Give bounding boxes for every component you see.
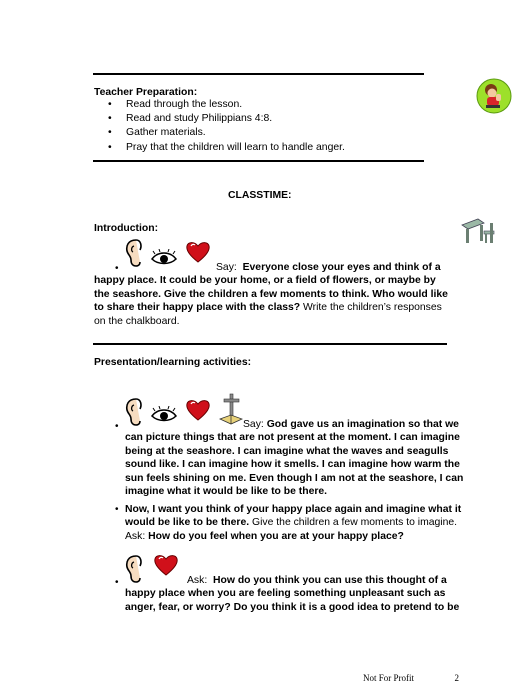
intro-bold-text: Everyone close your eyes and think of a happy place. It could be your home, or a field of flowers, or maybe by the seashore. Give the children a few moments to think. Who would like to share their happy place with the class? <box>94 262 448 314</box>
ask-label: Ask: <box>187 575 208 586</box>
bullet-1: • <box>115 421 119 432</box>
bullet-3-text: How do you think you can use this thought of a happy place when you are feeling something unpleasant such as anger, fear, or worry? Do you think it is a good idea to pretend to be <box>125 575 460 613</box>
bullet-2-bold-1: Now, I want you think of your happy place again and imagine what it would be like to be there. <box>125 504 462 529</box>
bullet-1-paragraph <box>125 418 473 498</box>
child-prayer-icon <box>476 78 512 114</box>
school-desk-icon <box>460 217 496 245</box>
prep-bottom-rule <box>93 160 424 162</box>
prep-item: • Pray that the children will learn to handle anger. <box>108 141 345 155</box>
prep-item: • Read through the lesson. <box>108 98 345 112</box>
prep-heading: Teacher Preparation: <box>94 87 198 98</box>
bullet-3-paragraph <box>125 574 473 614</box>
intro-bottom-rule <box>93 343 447 345</box>
intro-normal-text: Write the children’s responses on the chalkboard. <box>94 302 442 327</box>
prep-item: • Read and study Philippians 4:8. <box>108 112 345 126</box>
presentation-heading: Presentation/learning activities: <box>94 357 252 368</box>
prep-item: • Gather materials. <box>108 126 345 140</box>
bullet-2: • <box>115 504 119 515</box>
top-rule <box>93 73 424 75</box>
say-label: Say: <box>216 262 237 273</box>
intro-bullet: • <box>115 263 119 274</box>
bullet-3: • <box>115 577 119 588</box>
bullet-2-paragraph <box>125 503 473 543</box>
bullet-1-text: God gave us an imagination so that we can picture things that are not present at the moment. I can imagine being at the seashore. I can imagine what the waves and seagulls sound like. I can imagine how it smells. I can imagine how warm the sun feels shining on me. Even though I am not at the seashore, I can imagine what it would be like to be there. <box>125 419 464 498</box>
prep-list <box>108 98 345 155</box>
bullet-2-normal: Give the children a few moments to imagine. Ask: <box>125 517 458 542</box>
page-footer <box>363 673 459 683</box>
intro-heading: Introduction: <box>94 223 159 234</box>
classtime-heading: CLASSTIME: <box>228 190 292 201</box>
say-label: Say: <box>243 419 264 430</box>
footer-text: Not For Profit <box>363 673 415 683</box>
intro-paragraph <box>94 261 454 328</box>
bullet-2-bold-2: How do you feel when you are at your happy place? <box>148 530 404 542</box>
page-number: 2 <box>454 673 460 683</box>
